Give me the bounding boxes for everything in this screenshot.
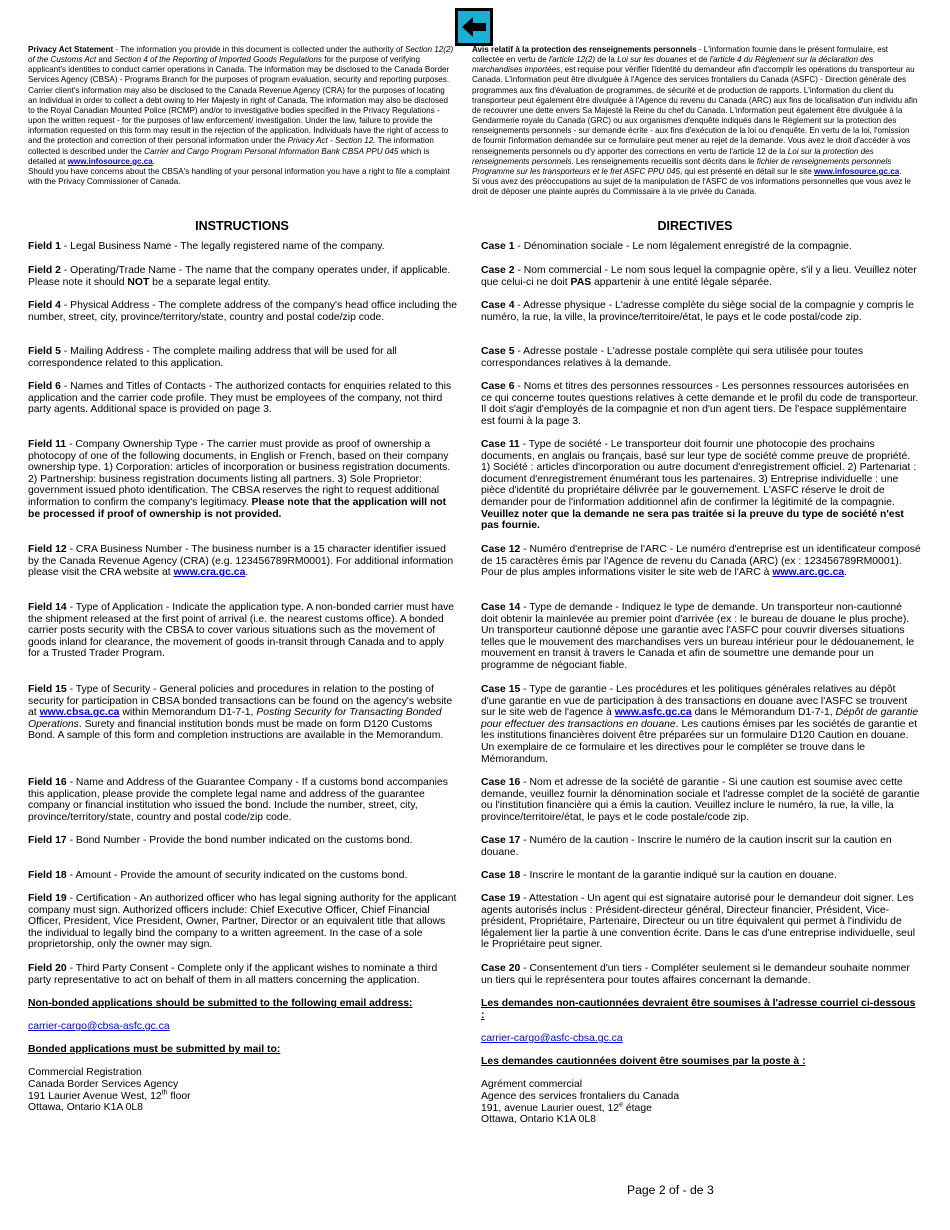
field-2-instruction: Field 2 - Operating/Trade Name - The name that the company operates under, if applicable. Please note it should NOT be a separate legal entity. [28,265,451,288]
case-17-directive: Case 17 - Numéro de la caution - Inscrire le numéro de la caution inscrit sur la caution en douane. [481,835,892,858]
field-16-instruction: Field 16 - Name and Address of the Guarantee Company - If a customs bond accompanies this application, please provide the complete legal name and address of the guarantee company or financial institution who issued the bond. Include the number, street, city, province/territory/state, country and postal code/zip code. [28,777,448,823]
privacy-statement-en: Privacy Act Statement - The information you provide in this document is collected under the authority of Section 12(2) of the Customs Act and Section 4 of the Reporting of Imported Goods Regulations for the purpose of verifying applicant's identities to conduct carrier operations in Canada. The information may be disclosed to the Canada Border Services Agency (CBSA) - Programs Branch for the purposes of program evaluation, security and reporting purposes. Carrier client's information may also be disclosed to the Canada Revenue Agency (CRA) for the purposes of locating an individual in order to collect a debt owing to Her Majesty in right of Canada. The information may also be disclosed to the Royal Canadian Mounted Police (RCMP) and/or to investigative bodies specified in the Privacy Regulations - upon the written request - for the purposes of law enforcement/ investigation. Under the law, failure to provide the information requested on this form may result in the rejection of the application. Individuals have the right of access to and the protection and correction of their personal information under the Privacy Act - Section 12. The information collected is described under the Carrier and Cargo Program Personal Information Bank CBSA PPU 045 which is detailed at www.infosource.gc.ca. Should you have concerns about the CBSA's handling of your personal information you have a right to file a complaint with the Privacy Commissioner of Canada. [28,45,454,187]
nonbonded-heading-en: Non-bonded applications should be submitted to the following email address: [28,998,413,1009]
nonbonded-heading-fr: Les demandes non-cautionnées devraient être soumises à l'adresse courriel ci-dessous : [481,998,916,1021]
field-19-instruction: Field 19 - Certification - An authorized officer who has legal signing authority for the applicant company must sign. Authorized officers include: Chief Executive Officer, Chief Financial Officer, President, Vice President, Owner, Partner, Director or an equivalent title that allows the individual to legally bind the company to a written agreement. In the case of a sole proprietorship, only the owner may sign. [28,893,457,951]
infosource-link-en[interactable]: www.infosource.gc.ca [67,156,153,166]
arrow-left-icon [461,16,487,38]
case-15-directive: Case 15 - Type de garantie - Les procédures et les politiques générales relatives au dépôt d'une garantie en vue de participation à des transactions en douane avec l'ASFC se trouvent sur le site web de l'agence à www.asfc.gc.ca dans le Mémorandum D1-7-1, Dépôt de garantie pour effectuer des transactions en douane. Les cautions émises par les sociétés de garantie et les institutions financières doivent être préparées sur un formulaire D120 Caution en douane. Un exemplaire de ce formulaire et les directives pour le compléter se trouve dans le Mémorandum. [481,684,919,765]
case-1-directive: Case 1 - Dénomination sociale - Le nom légalement enregistré de la compagnie. [481,241,852,252]
case-20-directive: Case 20 - Consentement d'un tiers - Compléter seulement si le demandeur souhaite nommer un tiers qui le représentera pour toutes affaires concernant la demande. [481,963,910,986]
case-14-directive: Case 14 - Type de demande - Indiquez le type de demande. Un transporteur non-cautionné doit obtenir la mainlevée au premier point d'arrivée (ex : le bureau de douane le plus proche). Un transporteur cautionné dépose une garantie avec l'ASFC pour couvrir diverses situations telles que le mouvement des marchandises vers un bureau intérieur pour le dédouanement, le mouvement en transit à travers le Canada et afin de soumettre une demande pour un programme de négociant fiable. [481,602,915,671]
back-button[interactable] [455,8,493,46]
case-4-directive: Case 4 - Adresse physique - L'adresse complète du siège social de la compagnie y compris le numéro, la rue, la ville, la province/territoire/état, le pays et le code postal/code zip. [481,300,914,323]
field-6-instruction: Field 6 - Names and Titles of Contacts - The authorized contacts for enquiries related to this application and the carrier code profile. They must be employees of the company, not third party agents. Additional space is provided on page 3. [28,381,452,416]
case-18-directive: Case 18 - Inscrire le montant de la garantie indiqué sur la caution en douane. [481,870,837,881]
case-2-directive: Case 2 - Nom commercial - Le nom sous lequel la compagnie opère, s'il y a lieu. Veuillez noter que celui-ci ne doit PAS appartenir à une entité légale séparée. [481,265,917,288]
directives-heading: DIRECTIVES [657,219,733,233]
case-19-directive: Case 19 - Attestation - Un agent qui est signataire autorisé pour le demandeur doit signer. Les agents autorisés inclus : Président-directeur général, Directeur financier, Président, Vice-président, Propriétaire, Partenaire, Directeur ou un titre équivalent qui permet à l'individu de légalement lier la partie à une convention écrite. Dans le cas d'une entreprise individuelle, seul le Propriétaire peut signer. [481,893,916,951]
email-link-en[interactable]: carrier-cargo@cbsa-asfc.gc.ca [28,1021,170,1032]
privacy-title-fr: Avis relatif à la protection des renseignements personnels [472,45,697,54]
cbsa-link[interactable]: www.cbsa.gc.ca [39,707,120,719]
field-12-instruction: Field 12 - CRA Business Number - The business number is a 15 character identifier issued by the Canada Revenue Agency (CRA) (e.g. 123456789RM0001). For additional information please visit the CRA website at www.cra.gc.ca. [28,544,454,579]
asfc-link[interactable]: www.asfc.gc.ca [614,707,692,719]
field-11-instruction: Field 11 - Company Ownership Type - The carrier must provide as proof of ownership a photocopy of one of the following documents, in English or French, based on their company ownership type. 1) Corporation: articles of incorporation or business registration documents. 2) Partnership: business registration documents listing all partners. 3) Sole Proprietor: government issued photo identification. The CBSA reserves the right to request additional information to confirm the company's legitimacy. Please note that the application will not be processed if proof of ownership is not provided. [28,439,451,520]
arc-link[interactable]: www.arc.gc.ca [772,567,845,579]
case-12-directive: Case 12 - Numéro d'entreprise de l'ARC - Le numéro d'entreprise est un identificateur composé de 15 caractères émis par l'Agence de revenu du Canada (ARC) (ex : 123456789RM0001). Pour de plus amples informations visiter le site web de l'ARC à www.arc.gc.ca. [481,544,921,579]
field-5-instruction: Field 5 - Mailing Address - The complete mailing address that will be used for all correspondence related to this application. [28,346,397,369]
case-16-directive: Case 16 - Nom et adresse de la société de garantie - Si une caution est soumise avec cette demande, veuillez fournir la dénomination sociale et l'adresse complet de la société de garantie ou l'institution financière qui a émis la caution. Veuillez inclure le numéro, la rue, la ville, la province/territoire/état, le pays et le code postale/code zip. [481,777,920,823]
case-6-directive: Case 6 - Noms et titres des personnes ressources - Les personnes ressources autorisées en ce qui concerne toutes questions relatives à cette demande et le profil du code de transporteur. Il doit s'agir d'employés de la compagnie et non d'un agent tiers. De l'espace supplémentaire est fourni à la page 3. [481,381,919,427]
case-11-directive: Case 11 - Type de société - Le transporteur doit fournir une photocopie des prochains documents, en anglais ou français, basé sur leur type de société comme preuve de propriété. 1) Société : articles d'incorporation ou autre document d'enregistrement officiel. 2) Partenariat : document d'enregistrement énumérant tous les partenaires. 3) Entreprise individuelle : une pièce d'identité du propriétaire délivrée par le gouvernement. L'ASFC réserve le droit de demander pour de l'information additionnel afin de confirmer la légitimité de la compagnie. Veuillez noter que la demande ne sera pas traitée si la preuve du type de société n'est pas fournie. [481,439,917,532]
privacy-statement-fr: Avis relatif à la protection des renseignements personnels - L'information fournie dans le présent formulaire, est collectée en vertu de l'article 12(2) de la Loi sur les douanes et de l'article 4 du Règlement sur la déclaration des marchandises importées, est requise pour vérifier l'identité du demandeur afin d'accomplir les opérations du transporteur au Canada. L'information peut être divulguée à l'Agence des services frontaliers du Canada (ASFC) - Direction générale des programmes aux fins d'évaluation de programmes, de sécurité et de production de rapports. L'information du client du transporteur peut également être divulguée à l'Agence du revenu du Canada (ARC) aux fins de localisation d'un individu afin de recouvrer une dette envers Sa Majesté la Reine du chef du Canada. L'information peut également être divulguée à la Gendarmerie royale du Canada (GRC) ou aux organismes d'enquête indiqués dans le Règlement sur la protection des renseignements personnels - sur demande écrite - aux fins d'exécution de la loi ou d'enquête. En vertu de la loi, l'omission de fournir l'information demandée sur ce formulaire peut mener au rejet de la demande. Vous avez le droit d'accéder à vos renseignements personnels ou d'y apporter des corrections en vertu de l'article 12 de la Loi sur la protection des renseignements personnels. Les renseignements recueillis sont décrits dans le fichier de renseignements personnels Programme sur les transporteurs et le fret ASFC PPU 045, qui est présenté en détail sur le site www.infosource.gc.ca. Si vous avez des préoccupations au sujet de la manipulation de l'ASFC de vos informations personnelles que vous avez le droit de déposer une plainte auprès du Commissaire à la vie privée du Canada. [472,45,918,197]
cra-link[interactable]: www.cra.gc.ca [173,567,246,579]
instructions-heading: INSTRUCTIONS [195,219,289,233]
field-20-instruction: Field 20 - Third Party Consent - Complete only if the applicant wishes to nominate a third party representative to act on behalf of them in all matters concerning the application. [28,963,438,986]
field-4-instruction: Field 4 - Physical Address - The complete address of the company's head office including the number, street, city, province/territory/state, country and postal code/zip code. [28,300,458,323]
field-17-instruction: Field 17 - Bond Number - Provide the bond number indicated on the customs bond. [28,835,413,846]
bonded-heading-en: Bonded applications must be submitted by mail to: [28,1044,281,1055]
infosource-link-fr[interactable]: www.infosource.gc.ca [814,166,900,176]
privacy-title-en: Privacy Act Statement [28,45,114,54]
field-14-instruction: Field 14 - Type of Application - Indicate the application type. A non-bonded carrier must have the shipment released at the first point of arrival (i.e. the nearest customs office). A bonded carrier posts security with the CBSA to cover various situations such as the movement of goods inland for clearance, the movement of goods in-transit through Canada and to apply for a Trusted Trader Program. [28,602,455,660]
field-15-instruction: Field 15 - Type of Security - General policies and procedures in relation to the posting of security for participation in CBSA bonded transactions can be found on the agency's website at www.cbsa.gc.ca within Memorandum D1-7-1, Posting Security for Transacting Bonded Operations. Surety and financial institution bonds must be made on form D120 Customs Bond. A sample of this form and completion instructions are available in the Memorandum. [28,684,453,742]
field-1-instruction: Field 1 - Legal Business Name - The legally registered name of the company. [28,241,385,252]
mailing-address-fr: Agrément commercial Agence des services frontaliers du Canada 191, avenue Laurier ouest, 12e étage Ottawa, Ontario K1A 0L8 [481,1079,680,1126]
page-number: Page 2 of - de 3 [627,1183,714,1197]
bonded-heading-fr: Les demandes cautionnées doivent être soumises par la poste à : [481,1056,806,1067]
case-5-directive: Case 5 - Adresse postale - L'adresse postale complète qui sera utilisée pour toutes correspondances relatives à la demande. [481,346,864,369]
field-18-instruction: Field 18 - Amount - Provide the amount of security indicated on the customs bond. [28,870,408,881]
email-link-fr[interactable]: carrier-cargo@asfc-cbsa.gc.ca [481,1033,623,1044]
mailing-address-en: Commercial Registration Canada Border Services Agency 191 Laurier Avenue West, 12th floor Ottawa, Ontario K1A 0L8 [28,1067,191,1114]
